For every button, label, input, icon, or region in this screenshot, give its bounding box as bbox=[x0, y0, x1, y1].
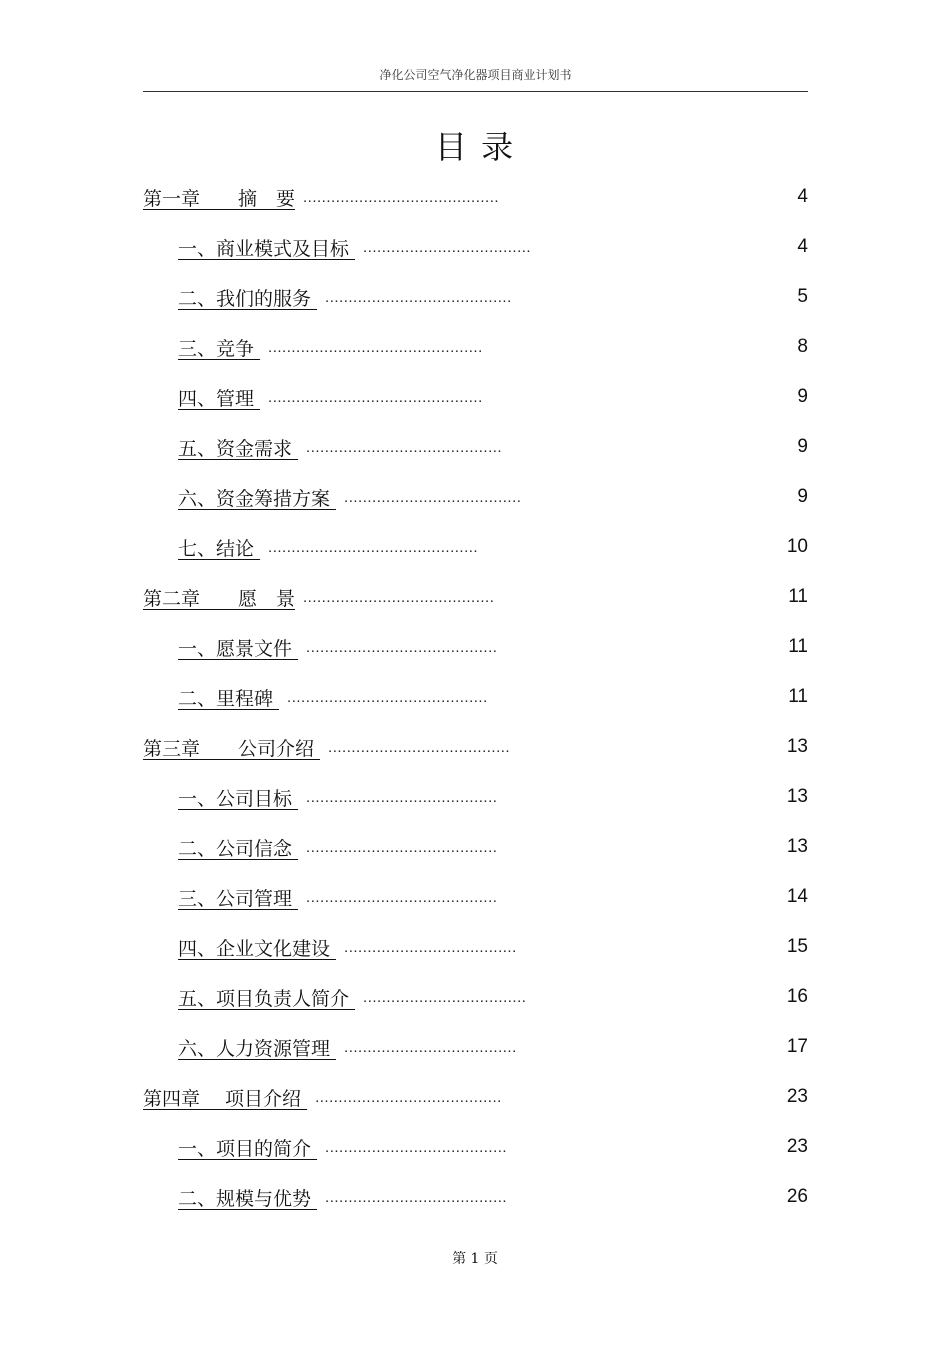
toc-section-entry[interactable] bbox=[143, 422, 808, 472]
toc-section-entry[interactable] bbox=[143, 1122, 808, 1172]
toc-chapter-entry[interactable] bbox=[143, 1072, 808, 1122]
toc-entry-label[interactable]: 二、公司信念 bbox=[178, 837, 299, 860]
toc-page-number: 10 bbox=[786, 536, 808, 557]
toc-entry-label[interactable]: 第四章 项目介绍 bbox=[143, 1087, 308, 1110]
toc-page-number: 11 bbox=[788, 686, 808, 707]
toc-page-number: 14 bbox=[786, 886, 808, 907]
toc-entry-label[interactable]: 三、竞争 bbox=[178, 337, 261, 360]
toc-section-entry[interactable] bbox=[143, 822, 808, 872]
toc-leader-dots: ......................................... bbox=[306, 788, 498, 806]
toc-page-number: 11 bbox=[788, 636, 808, 657]
toc-leader-dots: ............................................. bbox=[268, 538, 479, 556]
toc-entry-label[interactable]: 七、结论 bbox=[178, 537, 261, 560]
toc-section-entry[interactable] bbox=[143, 972, 808, 1022]
toc-page-number: 13 bbox=[786, 786, 808, 807]
toc-leader-dots: .................................... bbox=[363, 238, 532, 256]
toc-leader-dots: ......................................... bbox=[306, 838, 498, 856]
toc-page-number: 11 bbox=[788, 586, 808, 607]
toc-entry-label[interactable]: 第三章 公司介绍 bbox=[143, 737, 321, 760]
toc-section-entry[interactable] bbox=[143, 472, 808, 522]
toc-leader-dots: ....................................... bbox=[328, 738, 511, 756]
toc-leader-dots: ..................................... bbox=[344, 938, 517, 956]
toc-entry-label[interactable]: 第二章 愿 景 bbox=[143, 587, 296, 610]
toc-leader-dots: ........................................ bbox=[315, 1088, 502, 1106]
toc-section-entry[interactable] bbox=[143, 622, 808, 672]
toc-leader-dots: ....................................... bbox=[325, 1188, 508, 1206]
toc-leader-dots: ...................................... bbox=[344, 488, 522, 506]
toc-section-entry[interactable] bbox=[143, 672, 808, 722]
toc-entry-label[interactable]: 二、我们的服务 bbox=[178, 287, 318, 310]
toc-entry-label[interactable]: 二、里程碑 bbox=[178, 687, 280, 710]
toc-entry-label[interactable]: 一、项目的简介 bbox=[178, 1137, 318, 1160]
toc-leader-dots: .......................................... bbox=[303, 188, 500, 206]
toc-title: 目 录 bbox=[434, 128, 516, 166]
toc-entry-label[interactable]: 一、商业模式及目标 bbox=[178, 237, 356, 260]
toc-page-number: 8 bbox=[797, 336, 808, 357]
toc-page-number: 17 bbox=[786, 1036, 808, 1057]
toc-entry-label[interactable]: 二、规模与优势 bbox=[178, 1187, 318, 1210]
toc-page-number: 15 bbox=[786, 936, 808, 957]
running-header: 净化公司空气净化器项目商业计划书 bbox=[379, 68, 572, 82]
toc-entry-label[interactable]: 六、人力资源管理 bbox=[178, 1037, 337, 1060]
toc-leader-dots: ........................................ bbox=[325, 288, 512, 306]
toc-section-entry[interactable] bbox=[143, 372, 808, 422]
toc-section-entry[interactable] bbox=[143, 1172, 808, 1222]
toc-entry-label[interactable]: 四、企业文化建设 bbox=[178, 937, 337, 960]
toc-leader-dots: .......................................... bbox=[306, 438, 503, 456]
toc-section-entry[interactable] bbox=[143, 872, 808, 922]
toc-leader-dots: ......................................... bbox=[306, 638, 498, 656]
header-rule bbox=[143, 91, 808, 92]
toc-leader-dots: ................................... bbox=[363, 988, 527, 1006]
toc-page-number: 9 bbox=[797, 486, 808, 507]
toc-page-number: 4 bbox=[797, 236, 808, 257]
toc-entry-label[interactable]: 一、公司目标 bbox=[178, 787, 299, 810]
toc-leader-dots: ......................................... bbox=[306, 888, 498, 906]
toc-entry-label[interactable]: 三、公司管理 bbox=[178, 887, 299, 910]
toc-entry-label[interactable]: 一、愿景文件 bbox=[178, 637, 299, 660]
toc-leader-dots: ......................................... bbox=[303, 588, 495, 606]
toc-page-number: 4 bbox=[797, 186, 808, 207]
toc-page-number: 23 bbox=[786, 1136, 808, 1157]
toc-leader-dots: .............................................. bbox=[268, 338, 483, 356]
toc-section-entry[interactable] bbox=[143, 522, 808, 572]
toc-chapter-entry[interactable] bbox=[143, 722, 808, 772]
toc-page-number: 13 bbox=[786, 736, 808, 757]
toc-entry-label[interactable]: 六、资金筹措方案 bbox=[178, 487, 337, 510]
toc-leader-dots: .............................................. bbox=[268, 388, 483, 406]
toc-entry-label[interactable]: 五、项目负责人简介 bbox=[178, 987, 356, 1010]
toc-entry-label[interactable]: 第一章 摘 要 bbox=[143, 187, 296, 210]
toc-leader-dots: ........................................... bbox=[287, 688, 488, 706]
toc-entry-label[interactable]: 五、资金需求 bbox=[178, 437, 299, 460]
toc-page-number: 16 bbox=[786, 986, 808, 1007]
toc-section-entry[interactable] bbox=[143, 922, 808, 972]
toc-section-entry[interactable] bbox=[143, 222, 808, 272]
toc-leader-dots: ..................................... bbox=[344, 1038, 517, 1056]
toc-chapter-entry[interactable] bbox=[143, 172, 808, 222]
toc-section-entry[interactable] bbox=[143, 772, 808, 822]
toc-page-number: 9 bbox=[797, 386, 808, 407]
toc-entry-label[interactable]: 四、管理 bbox=[178, 387, 261, 410]
toc-section-entry[interactable] bbox=[143, 322, 808, 372]
page-footer: 第 1 页 bbox=[452, 1251, 498, 1267]
toc-section-entry[interactable] bbox=[143, 272, 808, 322]
toc-page-number: 23 bbox=[786, 1086, 808, 1107]
toc-page-number: 5 bbox=[797, 286, 808, 307]
toc-leader-dots: ....................................... bbox=[325, 1138, 508, 1156]
toc-page-number: 26 bbox=[786, 1186, 808, 1207]
toc-section-entry[interactable] bbox=[143, 1022, 808, 1072]
toc-chapter-entry[interactable] bbox=[143, 572, 808, 622]
toc-page-number: 13 bbox=[786, 836, 808, 857]
toc-page-number: 9 bbox=[797, 436, 808, 457]
table-of-contents bbox=[143, 172, 808, 1222]
